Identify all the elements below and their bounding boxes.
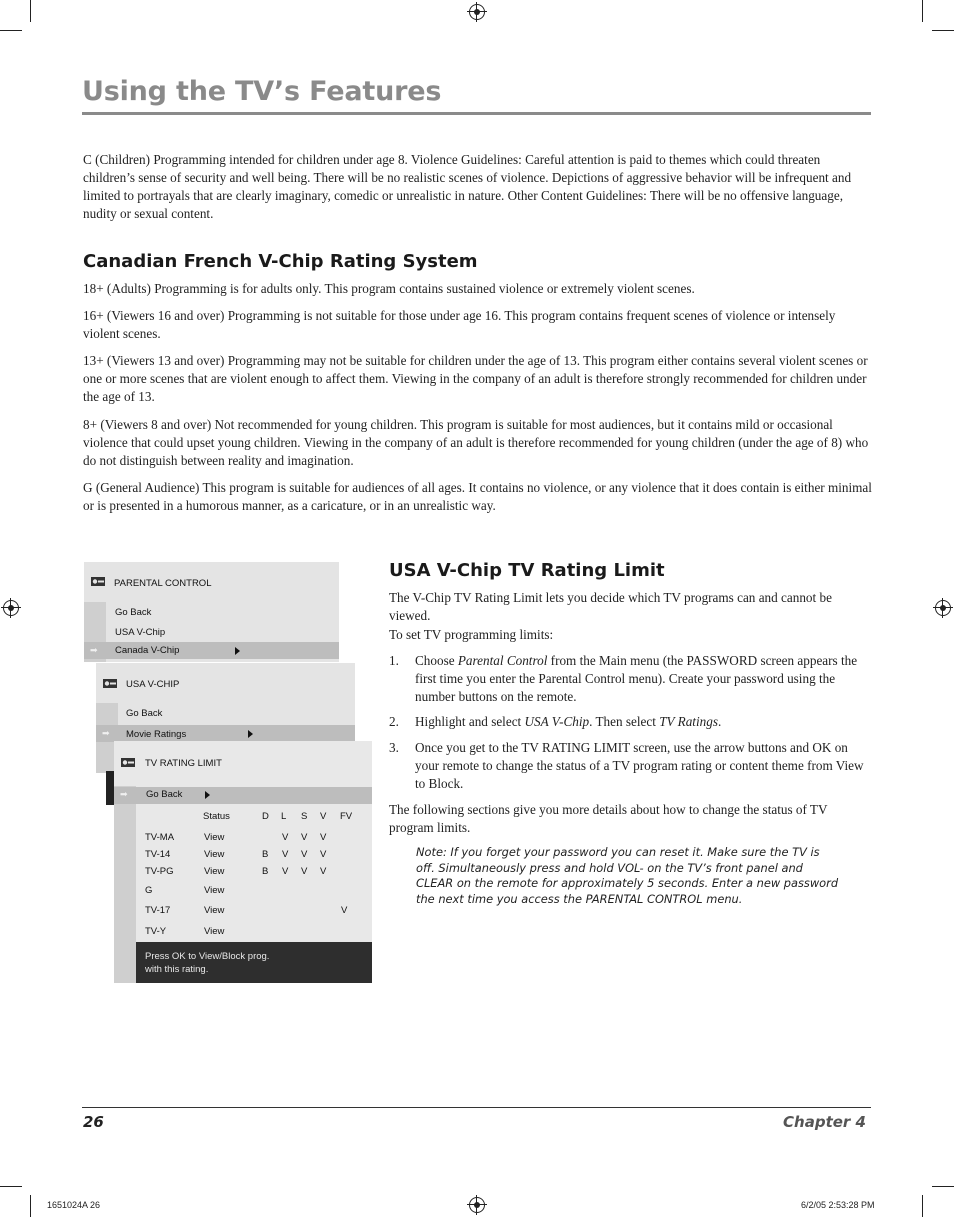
step-text: from the Main menu (the PASSWORD screen appears the first time you enter the Parental Control menu). Create your password using the number buttons on the remote. [415,653,858,704]
step-emphasis: TV Ratings [659,714,718,729]
rating-text: Programming may not be suitable for children under the age of 13. This program either contains several violent scenes or one or more scenes that are violent enough to affect them. Viewing in the company of an adult is therefore strongly recommended for children under the age of 13. [83,353,868,404]
print-slug-left: 1651024A 26 [47,1200,101,1210]
column-header-fv: FV [340,811,353,822]
row-rating: TV-17 [145,905,171,916]
step-3 [389,739,867,793]
step-number: 3. [389,740,399,755]
cell-v: V [320,832,327,843]
rating-text: This program is suitable for audiences of all ages. It contains no violence, or any violence that it does contain is either minimal or is presented in a humorous manner, as a caricature, or in an unrealistic way. [83,480,872,513]
menu-item-go-back[interactable]: Go Back [115,607,152,618]
intro-term: C (Children) [83,152,151,167]
canadian-item [83,479,873,515]
tv-rating-limit-screen [114,741,372,983]
step-text: Once you get to the TV RATING LIMIT screen, use the arrow buttons and OK on your remote to change the status of a TV program rating or content theme from View to Block. [415,740,864,791]
note: Note: If you forget your password you can reset it. Make sure the TV is off. Simultaneously press and hold VOL- on the TV’s front panel and CLEAR on the remote for approximately 5 seconds. Enter a new password the next time you access the PARENTAL CONTROL menu. [416,845,839,906]
row-status: View [204,905,225,916]
cell-s: V [301,849,308,860]
canadian-heading: Canadian French V-Chip Rating System [83,251,478,272]
rating-text: Not recommended for young children. This program is suitable for most audiences, but it contains mild or occasional violence that could upset young children. Viewing in the company of an adult is therefore recommended for young children (under the age of 8) who do not distinguish between reality and imagination. [83,417,869,468]
print-slug-right: 6/2/05 2:53:28 PM [801,1200,875,1210]
select-arrow-icon: ➡ [120,789,128,799]
row-rating: TV-Y [145,926,167,937]
step-emphasis: USA V-Chip [524,714,590,729]
usa-followup: The following sections give you more details about how to change the status of TV program limits. [389,802,828,835]
step-text: Choose [415,653,458,668]
canadian-item [83,416,873,470]
lock-icon [121,758,135,767]
canadian-item [83,307,873,343]
menu-item-go-back[interactable]: Go Back [126,708,163,719]
select-arrow-icon: ➡ [90,645,98,655]
menu-item-usa-vchip[interactable]: USA V-Chip [115,627,166,638]
chapter-label: Chapter 4 [783,1113,866,1131]
step-text: . Then select [589,714,660,729]
column-header-d: D [262,811,269,822]
row-status: View [204,832,225,843]
usa-heading: USA V-Chip TV Rating Limit [389,560,665,581]
row-rating: TV-MA [145,832,175,843]
menu-item-movie-ratings[interactable]: Movie Ratings [126,729,187,740]
screen-title: USA V-CHIP [126,679,180,690]
intro-paragraph [83,151,873,223]
footer-rule [82,1107,871,1108]
row-status: View [204,849,225,860]
lock-icon [103,679,117,688]
arrow-right-icon [235,647,240,655]
cell-fv: V [341,905,348,916]
crop-mark [922,0,923,22]
crop-mark [0,30,22,31]
row-status: View [204,866,225,877]
column-header-l: L [281,811,287,822]
crop-mark [932,1186,954,1187]
rating-term: 16+ (Viewers 16 and over) [83,308,225,323]
help-text-line1: Press OK to View/Block prog. [145,951,270,962]
crop-mark [30,1195,31,1217]
step-text: Highlight and select [415,714,525,729]
registration-mark-icon [935,600,951,616]
intro-text: Programming intended for children under age 8. Violence Guidelines: Careful attention is paid to themes which could threaten children’s sense of security and well being. There will be no realistic scenes of violence. Depictions of aggressive behavior will be infrequent and limited to portrayals that are clearly imaginary, comedic or unrealistic in nature. Other Content Guidelines: There will be no offensive language, nudity or sexual content. [83,152,852,221]
cell-l: V [282,832,289,843]
row-rating: G [145,885,153,896]
registration-mark-icon [469,4,485,20]
row-rating: TV-PG [145,866,174,877]
canadian-item [83,352,873,406]
step-2 [389,713,867,731]
registration-mark-icon [3,600,19,616]
cell-d: B [262,849,269,860]
rating-term: 8+ (Viewers 8 and over) [83,417,212,432]
step-1 [389,652,867,706]
step-number: 2. [389,714,399,729]
crop-mark [30,0,31,22]
rating-term: 13+ (Viewers 13 and over) [83,353,225,368]
column-header-status: Status [203,811,230,822]
arrow-right-icon [205,791,210,799]
page-title: Using the TV’s Features [82,76,442,107]
crop-mark [0,1186,22,1187]
rating-term: G (General Audience) [83,480,200,495]
canadian-item [83,280,873,298]
lock-icon [91,577,105,586]
step-number: 1. [389,653,399,668]
registration-mark-icon [469,1197,485,1213]
go-back-button[interactable]: Go Back [146,789,183,800]
step-text: . [717,714,722,729]
rating-text: Programming is not suitable for those under age 16. This program contains frequent scenes of violence or intensely violent scenes. [83,308,836,341]
cell-l: V [282,866,289,877]
cell-l: V [282,849,289,860]
parental-control-screen [84,562,339,662]
rating-text: Programming is for adults only. This program contains sustained violence or extremely violent scenes. [150,281,695,296]
column-header-v: V [320,811,327,822]
cell-s: V [301,866,308,877]
select-arrow-icon: ➡ [102,728,110,738]
help-text-line2: with this rating. [145,964,209,975]
arrow-right-icon [248,730,253,738]
crop-mark [932,30,954,31]
usa-intro: The V-Chip TV Rating Limit lets you decide which TV programs can and cannot be viewed. [389,590,832,623]
row-status: View [204,926,225,937]
title-rule [82,112,871,115]
usa-intro-2: To set TV programming limits: [389,627,554,642]
help-bar [136,942,372,983]
step-emphasis: Parental Control [457,653,548,668]
rating-term: 18+ (Adults) [83,281,151,296]
cell-s: V [301,832,308,843]
cell-v: V [320,866,327,877]
cell-d: B [262,866,269,877]
row-rating: TV-14 [145,849,171,860]
screen-title: TV RATING LIMIT [145,758,222,769]
menu-item-canada-vchip[interactable]: Canada V-Chip [115,645,180,656]
row-status: View [204,885,225,896]
page-number: 26 [83,1113,104,1131]
cell-v: V [320,849,327,860]
crop-mark [922,1195,923,1217]
column-header-s: S [301,811,308,822]
screen-title: PARENTAL CONTROL [114,578,212,589]
